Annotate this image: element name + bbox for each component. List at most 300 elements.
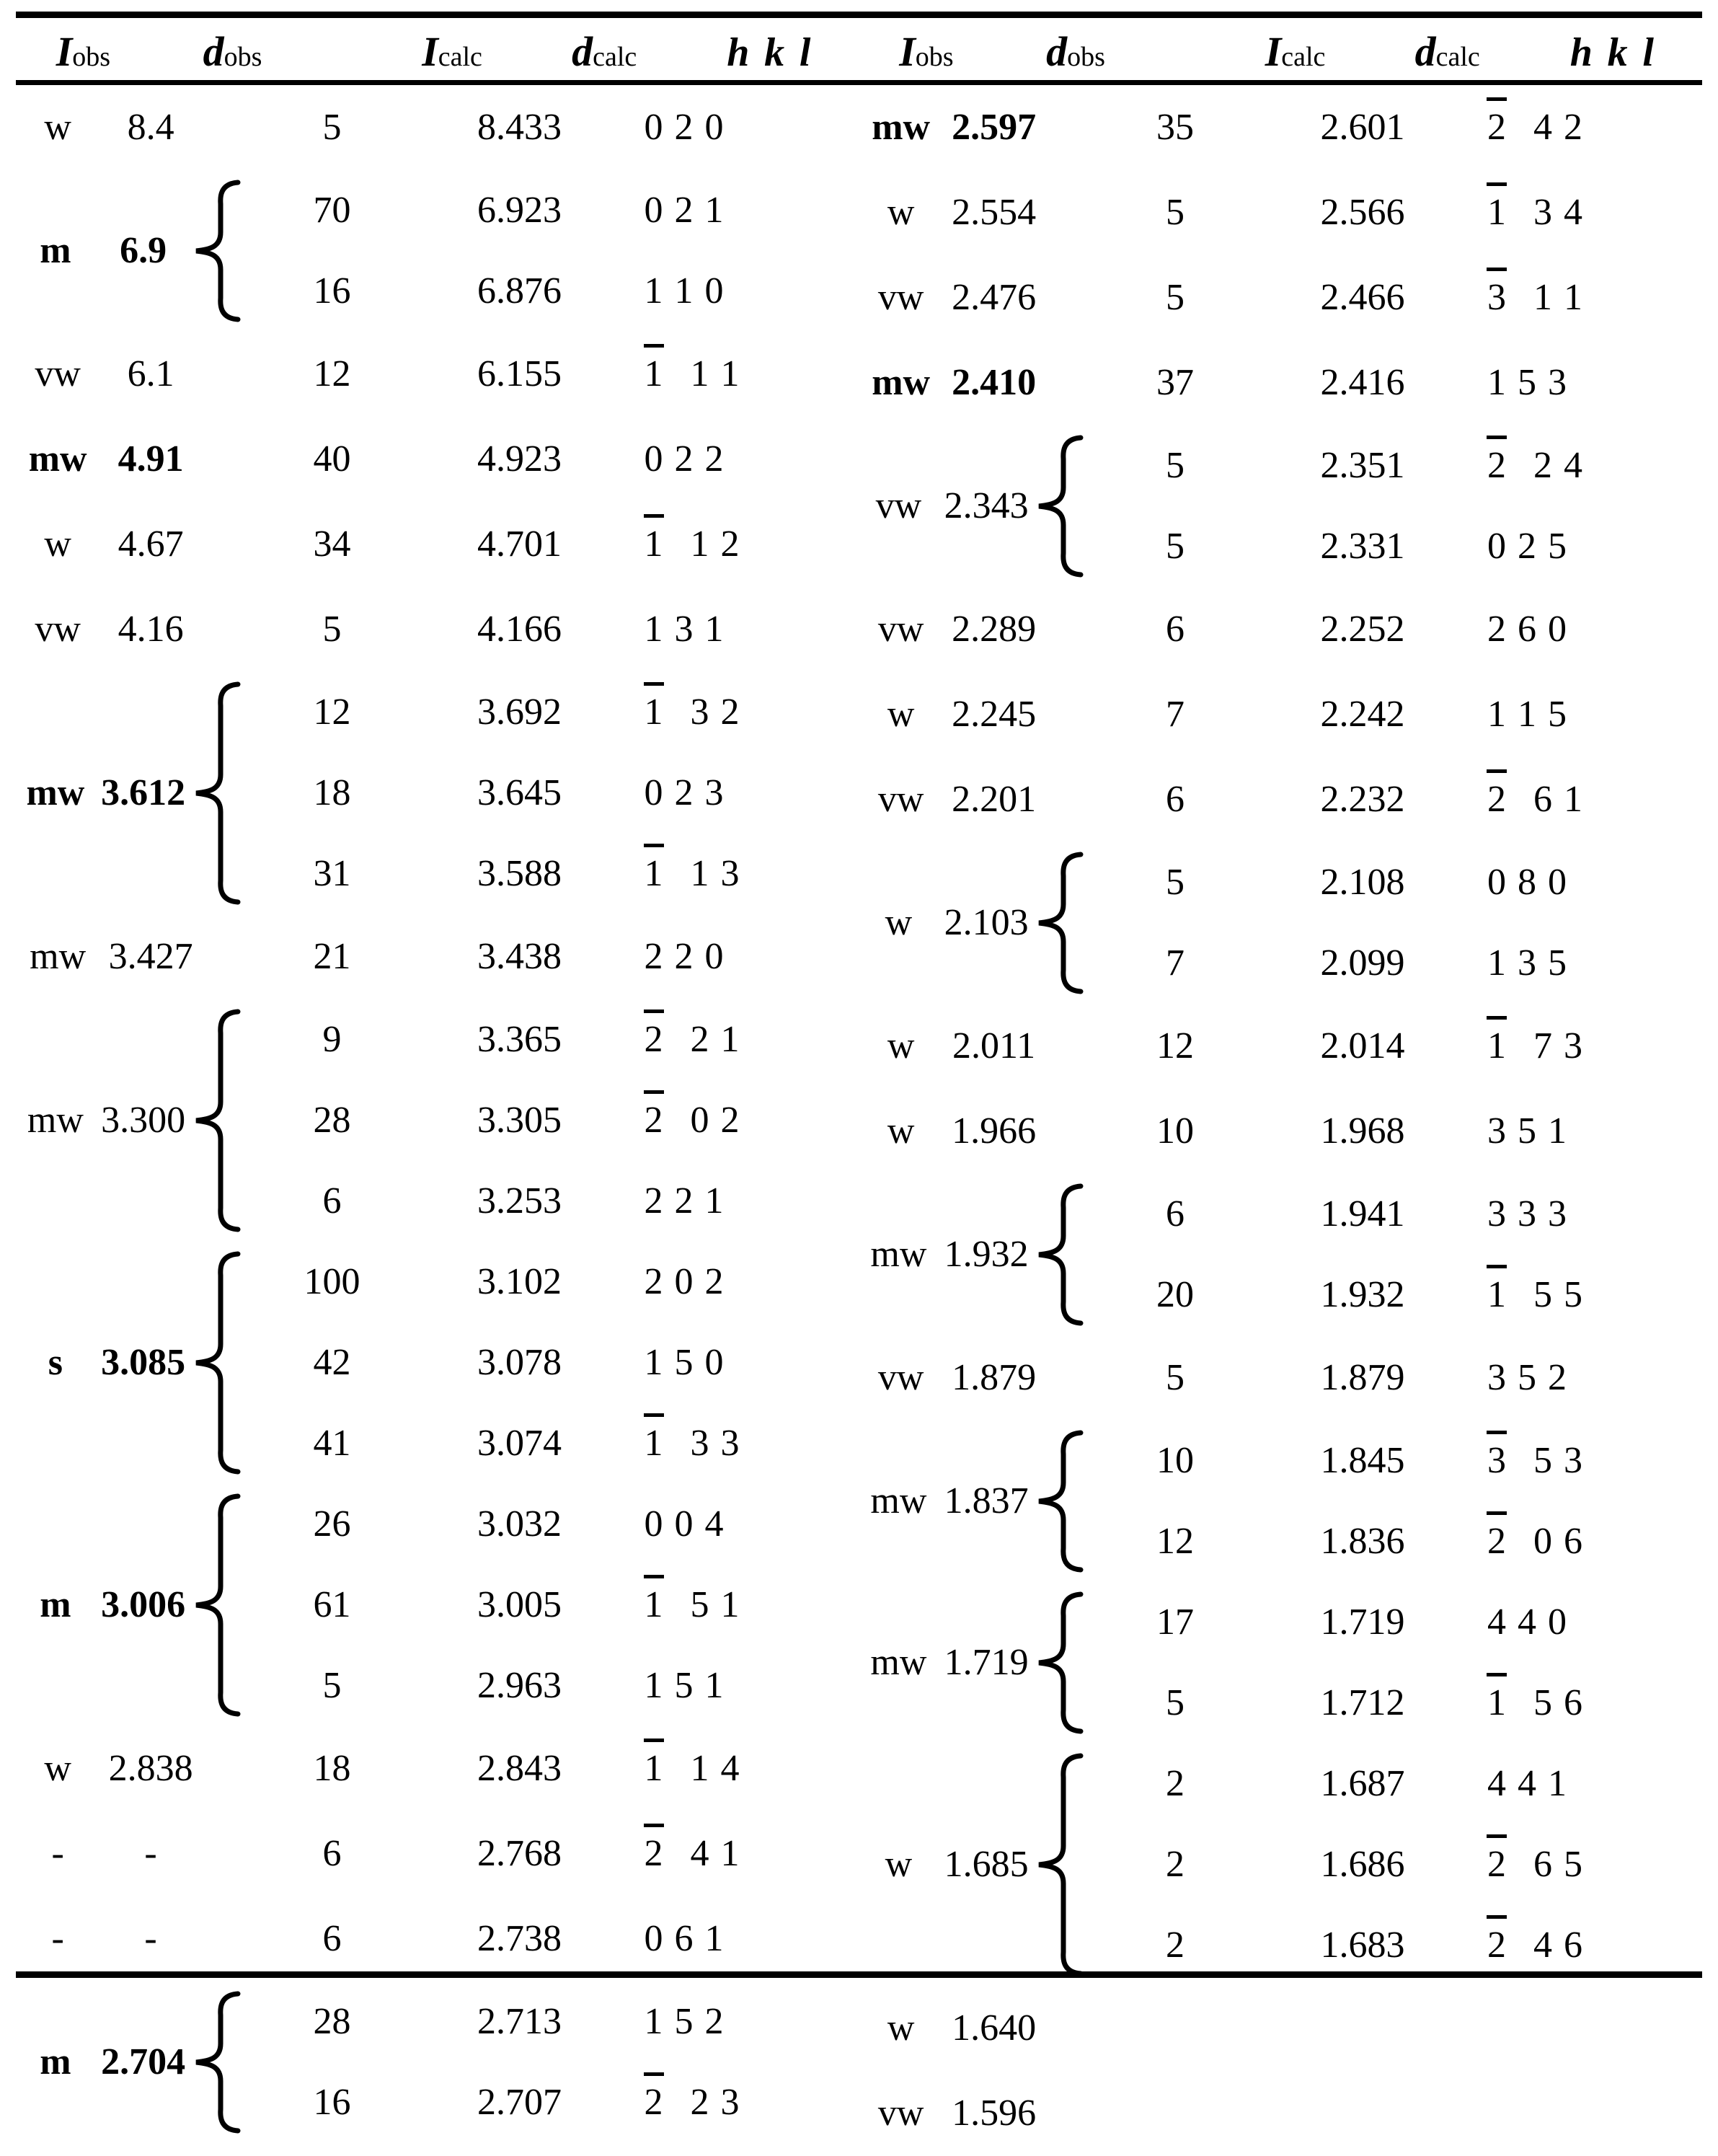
group-brace	[1035, 1174, 1085, 1335]
table-row	[1085, 923, 1702, 1004]
cell-dobs: 3.300	[101, 1100, 186, 1141]
table-row	[242, 417, 859, 502]
miller-index-h: 1	[644, 2001, 663, 2042]
group-brace	[1035, 842, 1085, 1004]
reflection-list	[1085, 340, 1702, 425]
miller-index-k: 2	[690, 2082, 709, 2123]
cell-icalc: 6	[1166, 779, 1185, 820]
header-subscript-calc: calc	[1435, 42, 1480, 72]
reflection-list	[242, 170, 859, 332]
miller-index-l: 2	[720, 1100, 740, 1141]
cell-iobs: -	[51, 1833, 64, 1874]
miller-index-k: 3	[1518, 942, 1536, 984]
cell-dcalc: 1.687	[1320, 1763, 1405, 1804]
group-brace-empty	[202, 332, 242, 417]
reflection-group	[859, 2071, 1703, 2156]
cell-iobs: vw	[877, 779, 924, 820]
table-row	[242, 1403, 859, 1484]
miller-index-h: 1	[644, 353, 663, 394]
cell-icalc: 5	[1166, 192, 1185, 233]
miller-index-h: 1	[1487, 1025, 1506, 1066]
table-row	[1085, 1744, 1702, 1824]
header-index-k: k	[1607, 30, 1633, 75]
miller-index-k: 5	[674, 1342, 694, 1383]
table-row	[1085, 2071, 1702, 2156]
miller-index-h: 2	[644, 1180, 663, 1221]
miller-index-l: 3	[720, 853, 740, 894]
cell-iobs: -	[51, 1918, 64, 1959]
miller-index-k: 2	[674, 1180, 694, 1221]
cell-icalc: 5	[322, 1665, 342, 1706]
table-row	[1085, 1824, 1702, 1905]
cell-hkl	[617, 1503, 859, 1545]
miller-index-h: 4	[1487, 1763, 1506, 1804]
cell-icalc: 5	[1166, 445, 1185, 486]
header-symbol-d: d	[1046, 28, 1068, 75]
cell-dobs: -	[144, 1833, 157, 1874]
miller-index-h: 2	[644, 1833, 663, 1874]
cell-dcalc: 2.601	[1320, 107, 1405, 148]
reflection-group	[16, 999, 859, 1242]
miller-index-k: 0	[674, 1261, 694, 1302]
cell-icalc: 61	[313, 1584, 351, 1625]
miller-index-l: 1	[704, 1665, 724, 1706]
table-row	[242, 753, 859, 834]
cell-dcalc: 2.252	[1320, 609, 1405, 650]
group-brace-empty	[202, 1811, 242, 1896]
cell-hkl	[617, 1425, 859, 1462]
cell-icalc: 12	[313, 692, 351, 733]
header-index-h: h	[1569, 30, 1598, 75]
cell-hkl	[1460, 696, 1702, 733]
cell-hkl	[617, 1344, 859, 1382]
group-brace	[192, 999, 242, 1242]
miller-index-l: 6	[1564, 1521, 1582, 1562]
reflection-list	[1085, 255, 1702, 340]
cell-icalc: 37	[1156, 362, 1194, 403]
miller-index-k: 1	[690, 353, 709, 394]
reflection-list	[242, 502, 859, 587]
group-brace-empty	[1045, 1986, 1085, 2071]
cell-dobs: 8.4	[127, 107, 174, 148]
cell-hkl	[617, 1667, 859, 1705]
table-row	[242, 587, 859, 672]
cell-hkl	[1460, 1846, 1702, 1883]
reflection-group	[859, 757, 1703, 842]
cell-iobs: vw	[877, 2093, 924, 2134]
cell-dobs: 1.640	[952, 2007, 1037, 2049]
cell-dcalc: 2.466	[1320, 277, 1405, 318]
miller-index-k: 2	[674, 190, 694, 231]
cell-dobs: 2.554	[952, 192, 1037, 233]
cell-dcalc: 1.932	[1320, 1274, 1405, 1315]
header-index-h: h	[727, 30, 755, 75]
cell-dobs: 2.103	[944, 902, 1029, 943]
cell-dobs: 2.245	[952, 694, 1037, 735]
reflection-group	[16, 1896, 859, 1982]
cell-icalc: 5	[1166, 526, 1185, 567]
miller-index-k: 5	[1518, 362, 1536, 403]
reflection-group	[859, 1089, 1703, 1174]
group-brace	[192, 672, 242, 914]
miller-index-l: 1	[720, 1019, 740, 1060]
cell-dcalc: 6.155	[477, 353, 562, 394]
cell-icalc: 20	[1156, 1274, 1194, 1315]
cell-dcalc: 1.941	[1320, 1193, 1405, 1234]
table-row	[1085, 1335, 1702, 1421]
header-index-l: l	[799, 30, 816, 75]
header-subscript-obs: obs	[72, 42, 111, 72]
cell-iobs: m	[40, 1584, 71, 1625]
cell-dobs: 2.597	[952, 107, 1037, 148]
cell-dcalc: 4.166	[477, 609, 562, 650]
cell-dcalc: 2.768	[477, 1833, 562, 1874]
column-header-hkl-left	[683, 32, 859, 80]
cell-hkl	[617, 2003, 859, 2041]
header-symbol-I: I	[1265, 28, 1282, 75]
miller-index-l: 2	[704, 1261, 724, 1302]
cell-dobs: 4.91	[118, 438, 184, 480]
miller-index-h: 2	[1487, 779, 1506, 820]
table-row	[242, 251, 859, 332]
reflection-group	[859, 340, 1703, 425]
miller-index-l: 1	[720, 1584, 740, 1625]
cell-iobs: w	[887, 2007, 915, 2049]
cell-dcalc: 2.014	[1320, 1025, 1405, 1066]
miller-index-l: 3	[720, 2082, 740, 2123]
cell-icalc: 41	[313, 1423, 351, 1464]
miller-index-h: 0	[1487, 526, 1506, 567]
cell-iobs: mw	[28, 438, 87, 480]
reflection-list	[242, 587, 859, 672]
reflection-group	[859, 1421, 1703, 1582]
cell-hkl	[1460, 1359, 1702, 1397]
miller-index-h: 1	[644, 1748, 663, 1789]
miller-index-h: 1	[1487, 942, 1506, 984]
header-subscript-calc: calc	[1281, 42, 1326, 72]
miller-index-h: 2	[644, 2082, 663, 2123]
reflection-list	[1085, 1421, 1702, 1582]
cell-dcalc: 2.707	[477, 2082, 562, 2123]
miller-index-k: 5	[1518, 1357, 1536, 1398]
miller-index-k: 3	[690, 1423, 709, 1464]
cell-dobs: 1.685	[944, 1844, 1029, 1885]
cell-hkl	[1460, 1025, 1702, 1066]
miller-index-l: 1	[720, 353, 740, 394]
group-brace	[1035, 1744, 1085, 1986]
miller-index-k: 1	[674, 270, 694, 312]
miller-index-h: 2	[1487, 1925, 1506, 1966]
miller-index-h: 1	[644, 1665, 663, 1706]
cell-iobs: s	[48, 1342, 63, 1383]
reflection-list	[242, 1811, 859, 1896]
reflection-group	[16, 672, 859, 914]
miller-index-k: 3	[1533, 192, 1552, 233]
miller-index-l: 1	[720, 1833, 740, 1874]
cell-icalc: 34	[313, 523, 351, 565]
cell-dcalc: 8.433	[477, 107, 562, 148]
miller-index-k: 2	[674, 936, 694, 977]
reflection-group	[859, 255, 1703, 340]
miller-index-k: 4	[1518, 1601, 1536, 1643]
reflection-list	[1085, 1004, 1702, 1089]
reflection-list	[242, 914, 859, 999]
cell-iobs: vw	[875, 485, 922, 526]
reflection-group	[16, 587, 859, 672]
reflection-group	[859, 1744, 1703, 1986]
miller-index-l: 0	[704, 270, 724, 312]
table-row	[1085, 1174, 1702, 1255]
cell-dobs: 4.67	[118, 523, 184, 565]
miller-index-k: 0	[674, 1503, 694, 1545]
cell-hkl	[617, 611, 859, 648]
table-row	[242, 1645, 859, 1726]
cell-dcalc: 3.102	[477, 1261, 562, 1302]
miller-index-l: 2	[704, 2001, 724, 2042]
cell-dcalc: 6.923	[477, 190, 562, 231]
cell-hkl	[1460, 2028, 1702, 2029]
group-brace-empty	[1045, 672, 1085, 757]
group-brace-empty	[202, 1726, 242, 1811]
table-row	[1085, 255, 1702, 340]
cell-dobs: 2.011	[952, 1025, 1036, 1066]
cell-iobs: w	[887, 1110, 915, 1152]
miller-index-k: 3	[690, 692, 709, 733]
table-row	[242, 914, 859, 999]
table-row	[242, 1982, 859, 2062]
miller-index-k: 5	[690, 1584, 709, 1625]
miller-index-h: 3	[1487, 277, 1506, 318]
miller-index-l: 3	[1548, 362, 1567, 403]
group-brace-empty	[202, 1896, 242, 1982]
cell-dcalc: 3.253	[477, 1180, 562, 1221]
table-row	[242, 2062, 859, 2143]
cell-iobs: vw	[877, 609, 924, 650]
miller-index-l: 3	[1564, 1440, 1582, 1481]
header-right-half	[859, 18, 1703, 80]
reflection-list	[1085, 425, 1702, 587]
cell-iobs: w	[887, 694, 915, 735]
table-row	[1085, 842, 1702, 923]
cell-dcalc: 2.416	[1320, 362, 1405, 403]
cell-iobs: vw	[35, 609, 81, 650]
miller-index-h: 2	[644, 1261, 663, 1302]
group-brace-empty	[1045, 170, 1085, 255]
reflection-list	[1085, 757, 1702, 842]
cell-dcalc: 4.923	[477, 438, 562, 480]
reflection-list	[242, 1726, 859, 1811]
reflection-group	[859, 1986, 1703, 2071]
miller-index-l: 2	[1548, 1357, 1567, 1398]
miller-index-k: 6	[1518, 609, 1536, 650]
cell-icalc: 42	[313, 1342, 351, 1383]
reflection-list	[1085, 2071, 1702, 2156]
group-brace-empty	[1045, 1004, 1085, 1089]
reflection-group	[16, 85, 859, 170]
miller-index-k: 3	[674, 609, 694, 650]
column-header-iobs-right	[859, 28, 994, 80]
header-index-l: l	[1642, 30, 1659, 75]
miller-index-h: 2	[644, 1019, 663, 1060]
cell-hkl	[1460, 1110, 1702, 1152]
group-brace-empty	[202, 85, 242, 170]
table-row	[1085, 1089, 1702, 1174]
miller-index-k: 0	[1533, 1521, 1552, 1562]
cell-dobs: 3.006	[101, 1584, 186, 1625]
miller-index-k: 4	[1533, 107, 1552, 148]
cell-icalc: 5	[322, 107, 342, 148]
group-brace	[192, 1484, 242, 1726]
group-brace-empty	[202, 587, 242, 672]
miller-index-l: 1	[1564, 779, 1582, 820]
reflection-group	[16, 170, 859, 332]
cell-hkl	[1460, 1523, 1702, 1560]
cell-dcalc: 2.738	[477, 1918, 562, 1959]
cell-dcalc: 2.232	[1320, 779, 1405, 820]
xrd-reflection-table	[0, 12, 1718, 2134]
miller-index-l: 4	[1564, 445, 1582, 486]
cell-dobs: 2.704	[101, 2041, 186, 2082]
table-row	[242, 502, 859, 587]
miller-index-l: 1	[704, 609, 724, 650]
cell-icalc: 10	[1156, 1440, 1194, 1481]
cell-hkl	[1460, 447, 1702, 485]
miller-index-l: 2	[1564, 107, 1582, 148]
cell-hkl	[1460, 1276, 1702, 1314]
header-subscript-calc: calc	[438, 42, 482, 72]
miller-index-h: 3	[1487, 1110, 1506, 1152]
table-body-right-column	[859, 85, 1703, 2156]
miller-index-h: 2	[644, 936, 663, 977]
reflection-group	[16, 417, 859, 502]
cell-icalc: 7	[1166, 694, 1185, 735]
miller-index-l: 6	[1564, 1925, 1582, 1966]
miller-index-h: 0	[1487, 862, 1506, 903]
table-row	[242, 672, 859, 753]
miller-index-h: 4	[1487, 1601, 1506, 1643]
reflection-group	[16, 1726, 859, 1811]
header-brace-spacer	[314, 73, 378, 80]
cell-hkl	[617, 1102, 859, 1139]
reflection-group	[859, 85, 1703, 170]
group-brace	[1035, 425, 1085, 587]
group-brace-empty	[202, 417, 242, 502]
miller-index-h: 0	[644, 107, 663, 148]
miller-index-h: 1	[1487, 362, 1506, 403]
miller-index-k: 5	[1533, 1440, 1552, 1481]
reflection-group	[859, 672, 1703, 757]
miller-index-l: 3	[720, 1423, 740, 1464]
table-top-rule	[16, 12, 1702, 18]
cell-iobs: w	[44, 107, 71, 148]
cell-hkl	[1460, 611, 1702, 648]
miller-index-l: 6	[1564, 1682, 1582, 1723]
cell-hkl	[617, 1835, 859, 1873]
miller-index-k: 2	[674, 107, 694, 148]
cell-hkl	[617, 1263, 859, 1301]
miller-index-h: 2	[1487, 609, 1506, 650]
header-symbol-I: I	[56, 28, 73, 75]
table-row	[1085, 85, 1702, 170]
column-header-dcalc-right	[1368, 28, 1526, 80]
group-brace-empty	[202, 914, 242, 999]
reflection-group	[16, 1811, 859, 1896]
cell-iobs: w	[44, 523, 71, 565]
cell-dcalc: 2.108	[1320, 862, 1405, 903]
cell-icalc: 16	[313, 270, 351, 312]
header-symbol-I: I	[422, 28, 438, 75]
miller-index-l: 4	[1564, 192, 1582, 233]
header-subscript-obs: obs	[1067, 42, 1105, 72]
reflection-list	[242, 1484, 859, 1726]
miller-index-h: 1	[644, 609, 663, 650]
miller-index-h: 1	[644, 1423, 663, 1464]
cell-dcalc: 2.963	[477, 1665, 562, 1706]
cell-hkl	[1460, 1193, 1702, 1234]
cell-iobs: mw	[872, 362, 931, 403]
reflection-list	[1085, 1582, 1702, 1744]
miller-index-k: 5	[1518, 1110, 1536, 1152]
miller-index-k: 4	[1518, 1763, 1536, 1804]
cell-hkl	[1460, 1442, 1702, 1480]
miller-index-h: 1	[644, 692, 663, 733]
cell-hkl	[617, 355, 859, 393]
miller-index-l: 3	[1564, 1025, 1582, 1066]
reflection-group	[859, 1004, 1703, 1089]
table-row	[1085, 1663, 1702, 1744]
column-header-icalc-left	[379, 28, 526, 80]
miller-index-l: 5	[1548, 526, 1567, 567]
reflection-list	[1085, 170, 1702, 255]
table-row	[242, 1242, 859, 1322]
miller-index-h: 1	[1487, 1274, 1506, 1315]
group-brace	[1035, 1582, 1085, 1744]
cell-hkl	[1460, 1927, 1702, 1964]
reflection-group	[16, 1242, 859, 1484]
miller-index-l: 1	[704, 1918, 724, 1959]
cell-dcalc: 1.968	[1320, 1110, 1405, 1152]
group-brace-empty	[1045, 757, 1085, 842]
reflection-list	[242, 332, 859, 417]
miller-index-k: 2	[690, 1019, 709, 1060]
cell-iobs: mw	[870, 1234, 927, 1275]
cell-hkl	[617, 1021, 859, 1059]
cell-dcalc: 3.692	[477, 692, 562, 733]
miller-index-l: 2	[720, 692, 740, 733]
cell-hkl	[1460, 364, 1702, 402]
miller-index-k: 5	[674, 2001, 694, 2042]
cell-dcalc: 3.305	[477, 1100, 562, 1141]
cell-dcalc: 2.242	[1320, 694, 1405, 735]
table-row	[242, 332, 859, 417]
cell-icalc: 5	[322, 609, 342, 650]
miller-index-k: 6	[1533, 779, 1552, 820]
cell-hkl	[1460, 528, 1702, 565]
miller-index-l: 3	[704, 772, 724, 813]
cell-iobs: mw	[870, 1642, 927, 1683]
miller-index-k: 8	[1518, 862, 1536, 903]
cell-iobs: w	[885, 902, 913, 943]
miller-index-h: 1	[644, 853, 663, 894]
cell-iobs: mw	[872, 107, 931, 148]
cell-iobs: m	[40, 230, 71, 271]
cell-icalc: 28	[313, 1100, 351, 1141]
header-symbol-d: d	[572, 28, 593, 75]
column-header-hkl-right	[1526, 32, 1702, 80]
group-brace-empty	[202, 502, 242, 587]
cell-icalc: 18	[313, 1748, 351, 1789]
table-row	[1085, 1582, 1702, 1663]
